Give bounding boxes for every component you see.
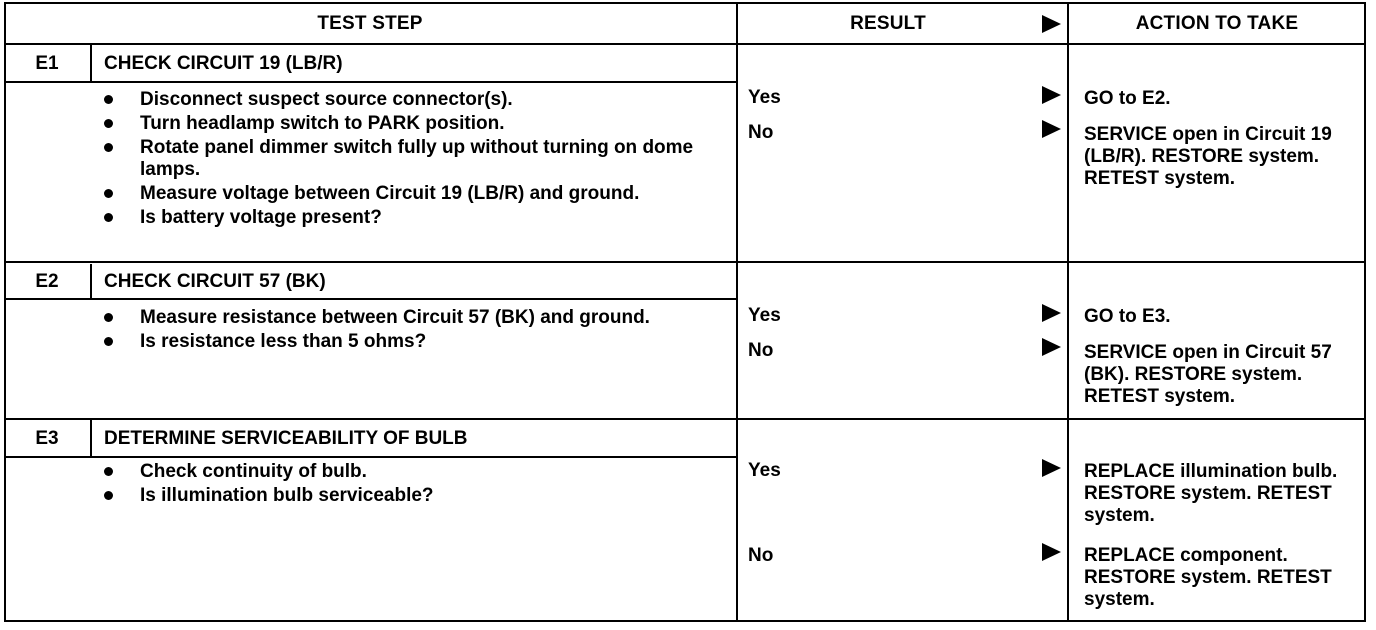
- step-title-e2: CHECK CIRCUIT 57 (BK): [104, 271, 326, 292]
- list-item: Check continuity of bulb.: [98, 461, 695, 483]
- action-e1-yes: GO to E2.: [1084, 88, 1171, 109]
- bullet-icon: [104, 95, 113, 104]
- result-e1-yes: Yes: [748, 87, 781, 108]
- header-action: ACTION TO TAKE: [1135, 13, 1299, 34]
- step-id-e3: E3: [35, 428, 59, 449]
- result-e2-yes: Yes: [748, 305, 781, 326]
- header-arrow-icon: [1042, 15, 1061, 33]
- result-e3-yes: Yes: [748, 460, 781, 481]
- step-e3-instructions: [98, 461, 695, 509]
- step-e1-instructions: [98, 89, 695, 231]
- arrow-icon: [1042, 459, 1061, 477]
- e3-title-divider: [4, 456, 738, 458]
- e2-title-divider: [4, 298, 738, 300]
- result-e1-no: No: [748, 122, 774, 143]
- step-title-e3: DETERMINE SERVICEABILITY OF BULB: [104, 428, 468, 449]
- list-item: Is resistance less than 5 ohms?: [98, 331, 695, 353]
- arrow-icon: [1042, 120, 1061, 138]
- arrow-icon: [1042, 86, 1061, 104]
- step-title-e1: CHECK CIRCUIT 19 (LB/R): [104, 53, 343, 74]
- result-e3-no: No: [748, 545, 774, 566]
- id-divider-e3: [90, 420, 92, 457]
- column-divider-step-result: [736, 2, 738, 622]
- header-result: RESULT: [850, 13, 926, 34]
- list-item: Disconnect suspect source connector(s).: [98, 89, 695, 111]
- list-item: Turn headlamp switch to PARK position.: [98, 113, 695, 135]
- bullet-icon: [104, 213, 113, 222]
- bullet-icon: [104, 491, 113, 500]
- step-id-e2: E2: [35, 271, 59, 292]
- action-e3-no: REPLACE component. RESTORE system. RETEST system.: [1084, 545, 1332, 610]
- action-e2-no: SERVICE open in Circuit 57 (BK). RESTORE system. RETEST system.: [1084, 342, 1332, 407]
- arrow-icon: [1042, 338, 1061, 356]
- column-divider-result-action: [1067, 2, 1069, 622]
- result-e2-no: No: [748, 340, 774, 361]
- list-item: Measure voltage between Circuit 19 (LB/R) and ground.: [98, 183, 695, 205]
- list-item: Measure resistance between Circuit 57 (BK) and ground.: [98, 307, 695, 329]
- list-item: Is battery voltage present?: [98, 207, 695, 229]
- header-test-step: TEST STEP: [317, 13, 423, 34]
- list-item: Rotate panel dimmer switch fully up without turning on dome lamps.: [98, 137, 695, 181]
- header-divider: [4, 43, 1366, 45]
- action-e3-yes: REPLACE illumination bulb. RESTORE system. RETEST system.: [1084, 461, 1338, 526]
- bullet-icon: [104, 467, 113, 476]
- bullet-icon: [104, 189, 113, 198]
- bullet-icon: [104, 313, 113, 322]
- arrow-icon: [1042, 304, 1061, 322]
- step-id-e1: E1: [35, 53, 59, 74]
- bullet-icon: [104, 337, 113, 346]
- id-divider-e1: [90, 45, 92, 82]
- action-e2-yes: GO to E3.: [1084, 306, 1171, 327]
- list-item: Is illumination bulb serviceable?: [98, 485, 695, 507]
- arrow-icon: [1042, 543, 1061, 561]
- e2-e3-divider: [4, 418, 1366, 420]
- e1-e2-divider: [4, 261, 1366, 263]
- id-divider-e2: [90, 264, 92, 299]
- bullet-icon: [104, 119, 113, 128]
- e1-title-divider: [4, 81, 738, 83]
- action-e1-no: SERVICE open in Circuit 19 (LB/R). RESTORE system. RETEST system.: [1084, 124, 1332, 189]
- step-e2-instructions: [98, 307, 695, 355]
- bullet-icon: [104, 143, 113, 152]
